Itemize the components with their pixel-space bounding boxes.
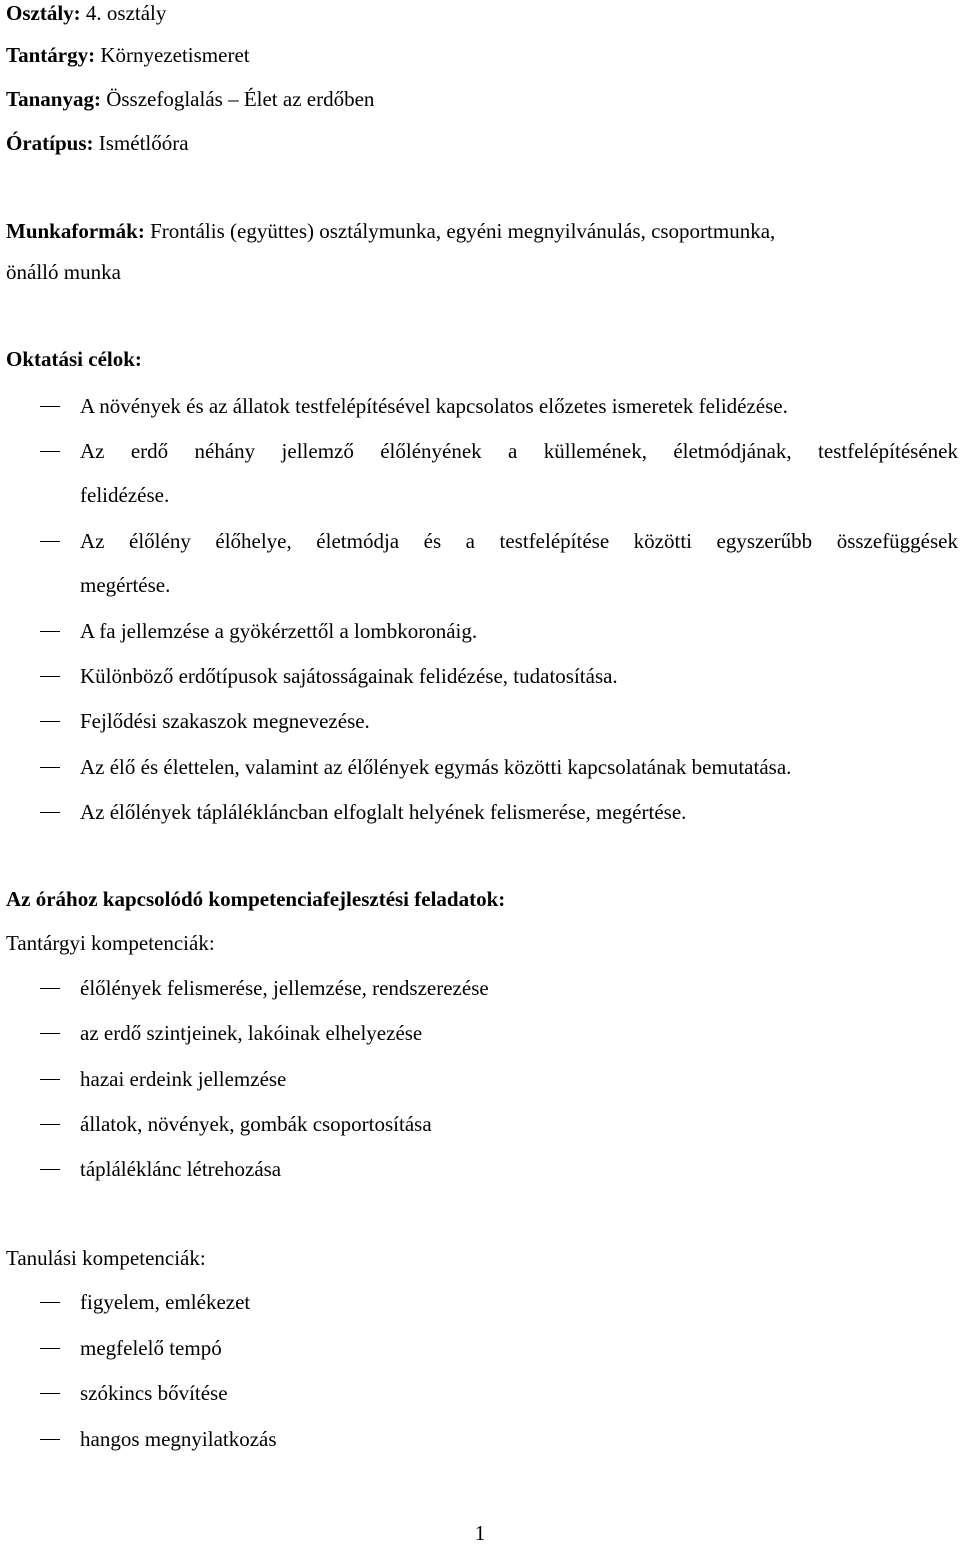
topic-line <box>6 86 374 112</box>
goal-item: Az élőlény élőhelye, életmódja és a testfelépítése közötti egyszerűbb összefüggések <box>80 529 958 553</box>
goal-item: Az élőlények táplálékláncban elfoglalt helyének felismerése, megértése. <box>80 800 687 824</box>
subject-competence-item: az erdő szintjeinek, lakóinak elhelyezése <box>80 1021 423 1045</box>
lesson-type-line <box>6 130 189 156</box>
learning-competence-item: megfelelő tempó <box>80 1336 222 1360</box>
topic-value: Összefoglalás – Élet az erdőben <box>106 87 375 111</box>
dash-bullet <box>40 1439 60 1441</box>
subject-line <box>6 42 250 68</box>
dash-bullet <box>40 988 60 990</box>
dash-bullet <box>40 1302 60 1304</box>
work-forms-continuation: önálló munka <box>6 260 121 284</box>
learning-competence-item: figyelem, emlékezet <box>80 1290 251 1314</box>
learning-competence-item: hangos megnyilatkozás <box>80 1427 277 1451</box>
learning-competence-label: Tanulási kompetenciák: <box>6 1246 206 1270</box>
subject-value: Környezetismeret <box>100 43 250 67</box>
goal-item: Az élő és élettelen, valamint az élőlények egymás közötti kapcsolatának bemutatása. <box>80 755 792 779</box>
competence-heading: Az órához kapcsolódó kompetenciafejlesztési feladatok: <box>6 887 506 911</box>
dash-bullet <box>40 1124 60 1126</box>
dash-bullet <box>40 541 60 543</box>
subject-label: Tantárgy: <box>6 43 96 67</box>
goal-item: A növények és az állatok testfelépítésével kapcsolatos előzetes ismeretek felidézése. <box>80 394 788 418</box>
topic-label: Tananyag: <box>6 87 101 111</box>
dash-bullet <box>40 451 60 453</box>
class-line <box>6 0 166 26</box>
learning-competence-item: szókincs bővítése <box>80 1381 228 1405</box>
subject-competence-item: állatok, növények, gombák csoportosítása <box>80 1112 432 1136</box>
subject-competence-item: hazai erdeink jellemzése <box>80 1067 287 1091</box>
goal-item: A fa jellemzése a gyökérzettől a lombkoronáig. <box>80 619 478 643</box>
page-number: 1 <box>474 1521 486 1545</box>
subject-competence-item: élőlények felismerése, jellemzése, rendszerezése <box>80 976 489 1000</box>
dash-bullet <box>40 406 60 408</box>
subject-competence-item: tápláléklánc létrehozása <box>80 1157 282 1181</box>
dash-bullet <box>40 812 60 814</box>
dash-bullet <box>40 767 60 769</box>
class-value: 4. osztály <box>85 1 167 25</box>
dash-bullet <box>40 1079 60 1081</box>
lesson-type-label: Óratípus: <box>6 131 94 155</box>
goal-item: Fejlődési szakaszok megnevezése. <box>80 709 370 733</box>
work-forms-line <box>6 218 775 244</box>
class-label: Osztály: <box>6 1 81 25</box>
dash-bullet <box>40 1393 60 1395</box>
goal-item-continuation: felidézése. <box>80 483 170 507</box>
work-forms-label: Munkaformák: <box>6 219 145 243</box>
dash-bullet <box>40 1169 60 1171</box>
dash-bullet <box>40 1348 60 1350</box>
dash-bullet <box>40 1033 60 1035</box>
dash-bullet <box>40 676 60 678</box>
dash-bullet <box>40 631 60 633</box>
lesson-type-value: Ismétlőóra <box>98 131 189 155</box>
dash-bullet <box>40 721 60 723</box>
subject-competence-label: Tantárgyi kompetenciák: <box>6 931 215 955</box>
work-forms-value: Frontális (együttes) osztálymunka, egyéni megnyilvánulás, csoportmunka, <box>150 219 776 243</box>
goal-item: Különböző erdőtípusok sajátosságainak felidézése, tudatosítása. <box>80 664 618 688</box>
goal-item: Az erdő néhány jellemző élőlényének a küllemének, életmódjának, testfelépítésének <box>80 439 958 463</box>
teaching-goals-heading: Oktatási célok: <box>6 347 142 371</box>
goal-item-continuation: megértése. <box>80 573 171 597</box>
